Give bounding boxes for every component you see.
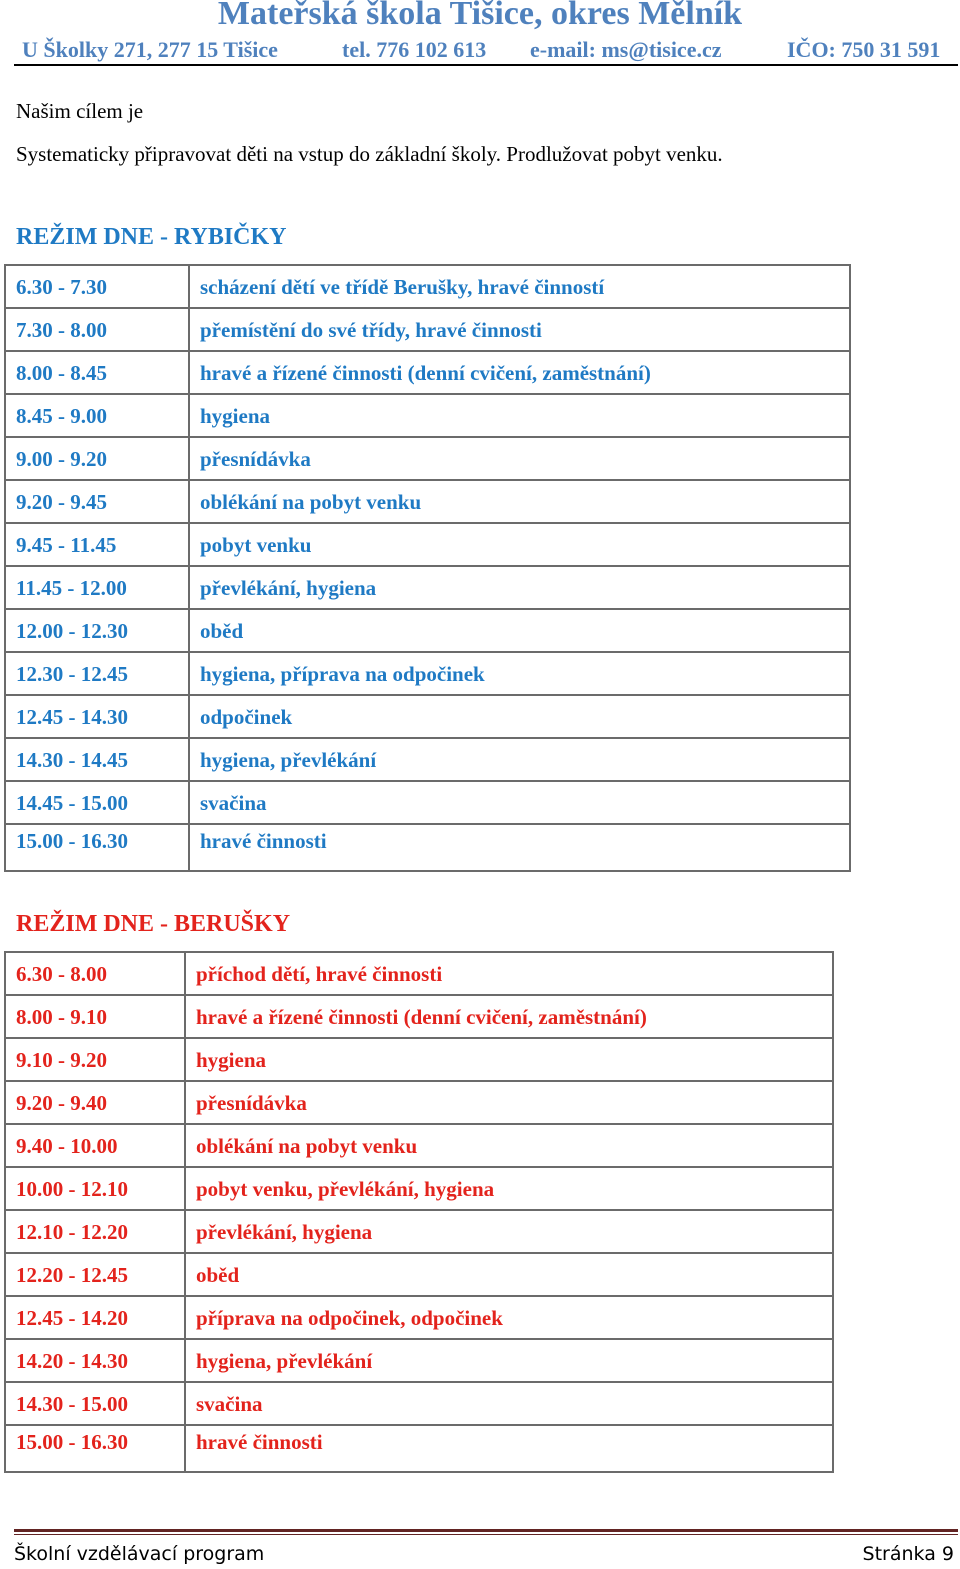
schedule-row (5, 609, 850, 652)
ico-number: IČO: 750 31 591 (787, 37, 941, 62)
schedule-row (5, 1339, 833, 1382)
schedule-row (5, 652, 850, 695)
footer-page-number: Stránka 9 (862, 1543, 954, 1565)
activity-cell: oblékání na pobyt venku (185, 1124, 833, 1167)
activity-cell: přesnídávka (185, 1081, 833, 1124)
time-cell: 12.45 - 14.20 (5, 1296, 185, 1339)
schedule-row (5, 437, 850, 480)
schedule-row (5, 1081, 833, 1124)
time-cell: 9.10 - 9.20 (5, 1038, 185, 1081)
rybicky-heading: REŽIM DNE - RYBIČKY (16, 224, 287, 250)
time-cell: 14.30 - 15.00 (5, 1382, 185, 1425)
time-cell: 8.00 - 9.10 (5, 995, 185, 1038)
activity-cell: přemístění do své třídy, hravé činnosti (189, 308, 850, 351)
schedule-row (5, 995, 833, 1038)
activity-cell: hravé činnosti (189, 824, 850, 871)
activity-cell: hravé a řízené činnosti (denní cvičení, zaměstnání) (189, 351, 850, 394)
schedule-row (5, 1296, 833, 1339)
footer-document-title: Školní vzdělávací program (14, 1543, 265, 1565)
activity-cell: oběd (189, 609, 850, 652)
schedule-row (5, 738, 850, 781)
time-cell: 9.20 - 9.45 (5, 480, 189, 523)
school-name-title: Mateřská škola Tišice, okres Mělník (217, 0, 743, 32)
time-cell: 15.00 - 16.30 (5, 1425, 185, 1472)
activity-cell: scházení dětí ve třídě Berušky, hravé činností (189, 265, 850, 308)
schedule-row (5, 1210, 833, 1253)
schedule-row (5, 1425, 833, 1472)
schedule-row (5, 1253, 833, 1296)
activity-cell: oblékání na pobyt venku (189, 480, 850, 523)
time-cell: 8.45 - 9.00 (5, 394, 189, 437)
email-address: e-mail: ms@tisice.cz (530, 37, 722, 62)
time-cell: 12.20 - 12.45 (5, 1253, 185, 1296)
contact-line (22, 35, 952, 65)
activity-cell: příprava na odpočinek, odpočinek (185, 1296, 833, 1339)
schedule-row (5, 1124, 833, 1167)
time-cell: 15.00 - 16.30 (5, 824, 189, 871)
activity-cell: hygiena (185, 1038, 833, 1081)
activity-cell: svačina (185, 1382, 833, 1425)
time-cell: 9.00 - 9.20 (5, 437, 189, 480)
time-cell: 12.00 - 12.30 (5, 609, 189, 652)
activity-cell: hravé a řízené činnosti (denní cvičení, zaměstnání) (185, 995, 833, 1038)
time-cell: 14.30 - 14.45 (5, 738, 189, 781)
activity-cell: pobyt venku (189, 523, 850, 566)
berusky-schedule-table (4, 951, 834, 1473)
schedule-row (5, 1167, 833, 1210)
schedule-row (5, 566, 850, 609)
schedule-row (5, 394, 850, 437)
time-cell: 12.30 - 12.45 (5, 652, 189, 695)
intro-goals: Systematicky připravovat děti na vstup do základní školy. Prodlužovat pobyt venku. (16, 142, 723, 166)
schedule-row (5, 265, 850, 308)
time-cell: 9.45 - 11.45 (5, 523, 189, 566)
activity-cell: pobyt venku, převlékání, hygiena (185, 1167, 833, 1210)
time-cell: 7.30 - 8.00 (5, 308, 189, 351)
schedule-row (5, 351, 850, 394)
activity-cell: svačina (189, 781, 850, 824)
header-divider (14, 64, 958, 66)
activity-cell: přesnídávka (189, 437, 850, 480)
schedule-row (5, 781, 850, 824)
time-cell: 9.40 - 10.00 (5, 1124, 185, 1167)
phone-number: tel. 776 102 613 (342, 37, 487, 62)
activity-cell: hygiena, příprava na odpočinek (189, 652, 850, 695)
time-cell: 9.20 - 9.40 (5, 1081, 185, 1124)
schedule-row (5, 952, 833, 995)
activity-cell: převlékání, hygiena (189, 566, 850, 609)
time-cell: 10.00 - 12.10 (5, 1167, 185, 1210)
time-cell: 6.30 - 8.00 (5, 952, 185, 995)
intro-heading: Našim cílem je (16, 99, 144, 123)
schedule-row (5, 695, 850, 738)
schedule-row (5, 1382, 833, 1425)
activity-cell: hygiena, převlékání (189, 738, 850, 781)
time-cell: 11.45 - 12.00 (5, 566, 189, 609)
footer-divider-thin (14, 1534, 958, 1535)
time-cell: 14.45 - 15.00 (5, 781, 189, 824)
schedule-row (5, 308, 850, 351)
schedule-row (5, 1038, 833, 1081)
activity-cell: převlékání, hygiena (185, 1210, 833, 1253)
time-cell: 12.45 - 14.30 (5, 695, 189, 738)
activity-cell: hygiena (189, 394, 850, 437)
activity-cell: hravé činnosti (185, 1425, 833, 1472)
schedule-row (5, 523, 850, 566)
time-cell: 12.10 - 12.20 (5, 1210, 185, 1253)
berusky-heading: REŽIM DNE - BERUŠKY (16, 911, 291, 937)
time-cell: 14.20 - 14.30 (5, 1339, 185, 1382)
activity-cell: příchod dětí, hravé činnosti (185, 952, 833, 995)
activity-cell: hygiena, převlékání (185, 1339, 833, 1382)
school-address: U Školky 271, 277 15 Tišice (22, 37, 278, 62)
activity-cell: oběd (185, 1253, 833, 1296)
rybicky-schedule-table (4, 264, 851, 872)
schedule-row (5, 824, 850, 871)
activity-cell: odpočinek (189, 695, 850, 738)
time-cell: 6.30 - 7.30 (5, 265, 189, 308)
footer-divider-thick (14, 1529, 958, 1532)
time-cell: 8.00 - 8.45 (5, 351, 189, 394)
schedule-row (5, 480, 850, 523)
